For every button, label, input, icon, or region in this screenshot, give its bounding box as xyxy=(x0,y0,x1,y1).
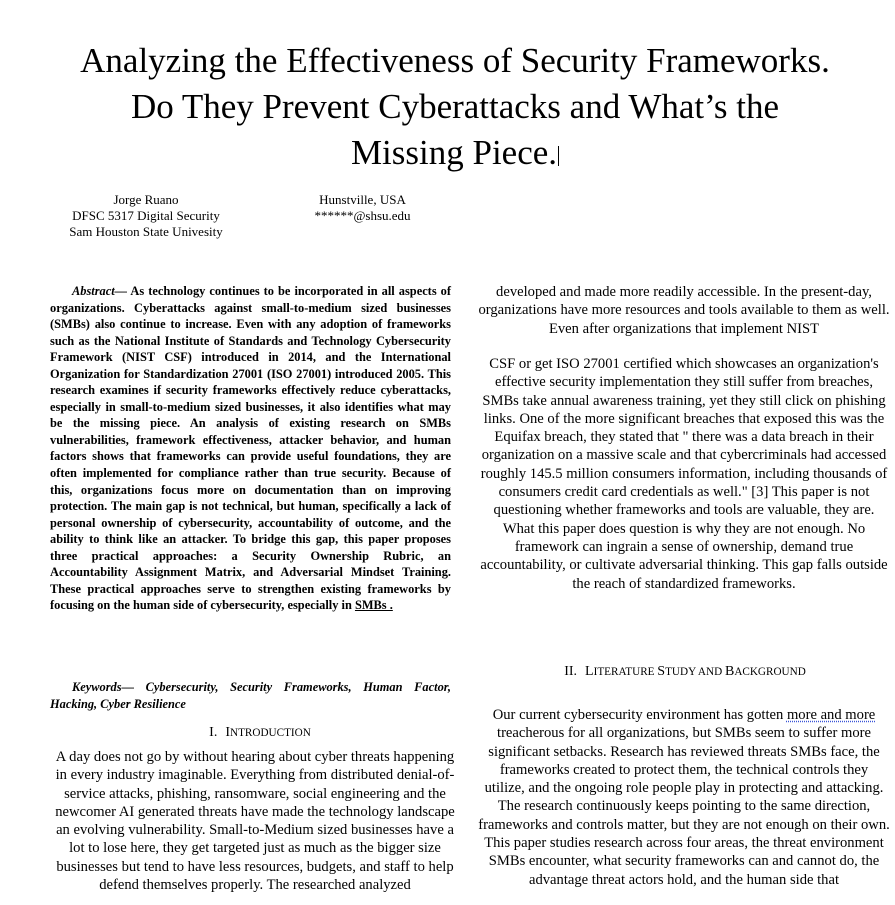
paragraph-rest: treacherous for all organizations, but SMBs seem to suffer more significant setbacks. Research has reviewed threats SMBs face, the frameworks created to protect them, the technical controls they utilize, and the ongoing role people play in protecting and attacking. The research continuously keeps pointing to the same direction, frameworks and controls matter, but they are not enough on their own. This paper studies research across four areas, the threat environment SMBs encounter, what security frameworks can and cannot do, the advantage threat actors hold, and the human side that xyxy=(478,725,890,888)
column2-paragraph-1: developed and made more readily accessible. In the present-day, organizations have more resources and tools available to them as well. Even after organizations that implement NIST xyxy=(478,284,890,337)
column2-paragraph-3 xyxy=(478,706,890,889)
author-block-1 xyxy=(56,192,236,240)
keywords xyxy=(50,679,451,712)
abstract-text: As technology continues to be incorporated in all aspects of organizations. Cyberattacks against small-to-medium sized businesses (SMBs) also continue to increase. Even with any adoption of frameworks such as the National Institute of Standards and Technology Cybersecurity Framework (NIST CSF) introduced in 2014, and the International Organization for Standardization 27001 (ISO 27001) introduced 2005. This research examines if security frameworks effectively reduce cyberattacks, especially in small-to-medium sized businesses, it also identifies what may be the missing piece. An analysis of existing research on SMBs vulnerabilities, framework effectiveness, attacker behavior, and human factors shows that frameworks can provide useful foundations, they are often implemented for compliance rather than true security. Because of this, organizations focus more on documentation than on improving protection. The main gap is not technical, but human, specifically a lack of personal ownership of cybersecurity, accountability of outcome, and the ability to think like an attacker. To bridge this gap, this paper proposes three practical approaches: a Security Ownership Rubric, an Accountability Assignment Matrix, and Adversarial Mindset Training. These practical approaches serve to strengthen existing frameworks by focusing on the human side of cybersecurity, especially in xyxy=(50,284,451,613)
keywords-text: Cybersecurity, Security Frameworks, Human Factor, Hacking, Cyber Resilience xyxy=(50,680,451,711)
paragraph-start: Our current cybersecurity environment has gotten xyxy=(492,707,787,723)
section-heading-introduction xyxy=(50,724,470,742)
section-number: I. xyxy=(209,725,218,740)
title-line-2: Do They Prevent Cyberattacks and What’s the xyxy=(131,87,779,126)
section-heading-literature xyxy=(480,663,890,681)
section-number: II. xyxy=(564,664,578,679)
keywords-label: Keywords— xyxy=(72,680,134,694)
section-initial-3: B xyxy=(724,664,735,679)
text-cursor xyxy=(558,146,559,166)
column2-paragraph-2: CSF or get ISO 27001 certified which showcases an organization's effective security implementation they still suffer from breaches, SMBs take annual awareness training, yet they still click on phishing links. One of the more significant breaches that exposed this was the Equifax breach, they stated that " there was a data breach in their organization on a massive scale and that cybercriminals had accessed roughly 145.5 million consumers information, including thousands of consumers credit card credentials as well." [3] This paper is not questioning whether frameworks and tools are valuable, they are. What this paper does question is why they are not enough. No framework can ingrain a sense of ownership, demand true accountability, or cultivate adversarial thinking. This gap falls outside the reach of standardized frameworks. xyxy=(480,356,888,592)
section-initial-1: L xyxy=(585,664,594,679)
author-block-2 xyxy=(290,192,435,224)
author-location: Hunstville, USA xyxy=(319,192,406,207)
section-initial-2: S xyxy=(657,664,666,679)
section-initial: I xyxy=(225,725,231,740)
section-rest-2: TUDY AND xyxy=(665,666,725,678)
author-email: ******@shsu.edu xyxy=(314,208,411,223)
abstract-end-word: SMBs . xyxy=(354,598,393,613)
section-rest-3: ACKGROUND xyxy=(734,666,806,678)
abstract xyxy=(50,283,451,614)
section-rest-1: ITERATURE xyxy=(593,666,658,678)
grammar-flag[interactable]: more and more xyxy=(786,707,876,723)
section-rest: NTRODUCTION xyxy=(230,727,311,739)
title-line-3-text: Missing Piece. xyxy=(350,133,558,172)
author-course: DFSC 5317 Digital Security xyxy=(72,208,220,223)
introduction-text: A day does not go by without hearing about cyber threats happening in every industry imaginable. Everything from distributed denial-of-service attacks, phishing, ransomware, social engineering and the newcomer AI generated threats have made the technology landscape an evolving vulnerability. Small-to-Medium sized businesses have a lot to lose here, they get targeted just as much as the bigger size businesses but tend to have less resources, budgets, and staff to help defend themselves properly. The researched analyzed xyxy=(55,749,455,894)
author-university: Sam Houston State Univesity xyxy=(69,224,223,239)
title-line-3 xyxy=(20,130,890,176)
title-line-1: Analyzing the Effectiveness of Security Frameworks. xyxy=(80,41,830,80)
abstract-indent xyxy=(50,284,72,298)
paper-title xyxy=(20,38,890,176)
author-name: Jorge Ruano xyxy=(113,192,179,207)
abstract-label: Abstract— xyxy=(72,284,128,298)
